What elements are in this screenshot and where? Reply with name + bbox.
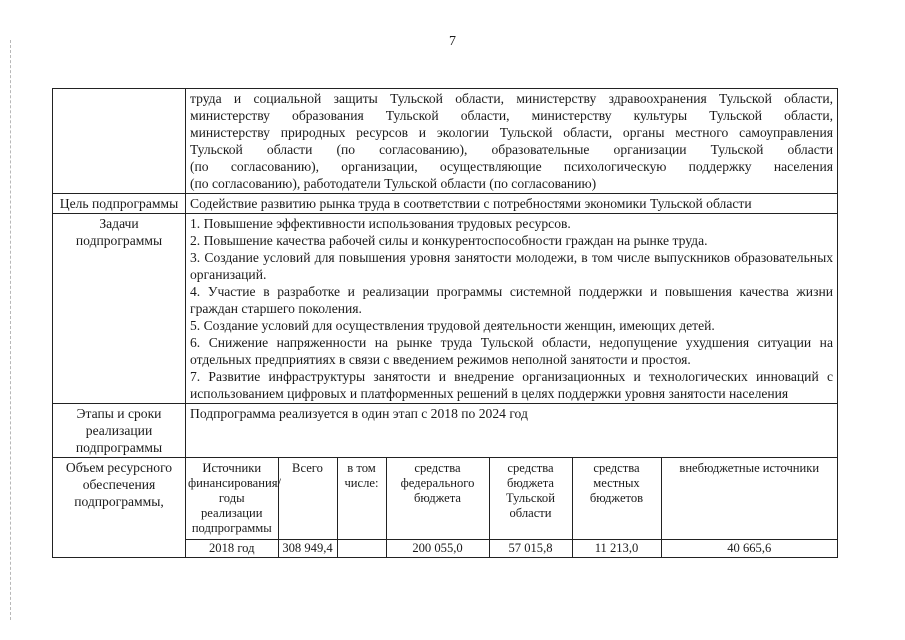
funding-total: 308 949,4 — [278, 540, 337, 558]
stages-text: Подпрограмма реализуется в один этап с 2018 по 2024 год — [186, 404, 838, 458]
goal-text: Содействие развитию рынка труда в соответствии с потребностями экономики Тульской области — [186, 194, 838, 214]
funding-header-row — [186, 458, 837, 540]
funding-header-extrabudget: внебюджетные источники — [661, 458, 837, 540]
funding-label: Объем ресурсного обеспечения подпрограммы, — [53, 458, 186, 558]
task-item: 6. Снижение напряженности на рынке труда Тульской области, недопущение ухудшения ситуации на отдельных предприятиях в связи с введением режимов неполной занятости и простоя. — [190, 335, 833, 367]
task-item: 4. Участие в разработке и реализации программы системной поддержки и повышения качества жизни граждан старшего поколения. — [190, 284, 833, 316]
funding-header-federal: средства федерального бюджета — [386, 458, 489, 540]
task-item: 5. Создание условий для осуществления трудовой деятельности женщин, имеющих детей. — [190, 318, 715, 333]
stages-row — [53, 404, 838, 458]
funding-header-total: Всего — [278, 458, 337, 540]
text-line: труда и социальной защиты Тульской области, министерству здравоохранения Тульской области, — [190, 91, 833, 106]
tasks-row — [53, 214, 838, 404]
task-item: 3. Создание условий для повышения уровня занятости молодежи, в том числе выпускников образовательных организаций. — [190, 250, 833, 282]
funding-header-local: средства местных бюджетов — [572, 458, 661, 540]
task-item: 2. Повышение качества рабочей силы и конкурентоспособности граждан на рынке труда. — [190, 233, 708, 248]
stages-label: Этапы и сроки реализации подпрограммы — [53, 404, 186, 458]
funding-table — [186, 458, 837, 557]
page-number: 7 — [449, 34, 456, 49]
funding-header-sources: Источники финансирования/ годы реализации подпрограммы — [188, 461, 282, 535]
funding-header-including: в том числе: — [337, 458, 386, 540]
funding-including — [337, 540, 386, 558]
funding-regional: 57 015,8 — [489, 540, 572, 558]
funding-year-row — [186, 540, 837, 558]
funding-header-regional: средства бюджета Тульской области — [489, 458, 572, 540]
funding-local: 11 213,0 — [572, 540, 661, 558]
goal-row — [53, 194, 838, 214]
row-label-empty — [53, 89, 186, 194]
funding-cell — [186, 458, 838, 558]
text-line: министерству природных ресурсов и экологии Тульской области, органы местного самоуправления — [190, 125, 833, 140]
funding-row — [53, 458, 838, 558]
funding-extrabudget: 40 665,6 — [661, 540, 837, 558]
text-line: (по согласованию), работодатели Тульской области (по согласованию) — [190, 176, 597, 191]
funding-year: 2018 год — [186, 540, 278, 558]
tasks-list — [186, 214, 838, 404]
funding-federal: 200 055,0 — [386, 540, 489, 558]
responsible-executors-row — [53, 89, 838, 194]
goal-label: Цель подпрограммы — [53, 194, 186, 214]
executors-text — [186, 89, 838, 194]
subprogram-passport-table — [52, 88, 838, 558]
text-line: (по согласованию), организации, осуществляющие психологическую поддержку населения — [190, 159, 833, 174]
tasks-label: Задачи подпрограммы — [53, 214, 186, 404]
text-line: Тульской области (по согласованию), образовательные организации Тульской области — [190, 142, 833, 157]
task-item: 7. Развитие инфраструктуры занятости и внедрение организационных и технологических инноваций с использованием цифровых и платформенных решений в целях поддержки уровня занятости населения — [190, 369, 833, 401]
text-line: министерству образования Тульской области, министерству культуры Тульской области, — [190, 108, 833, 123]
binding-margin-line — [10, 40, 11, 620]
task-item: 1. Повышение эффективности использования трудовых ресурсов. — [190, 216, 571, 231]
